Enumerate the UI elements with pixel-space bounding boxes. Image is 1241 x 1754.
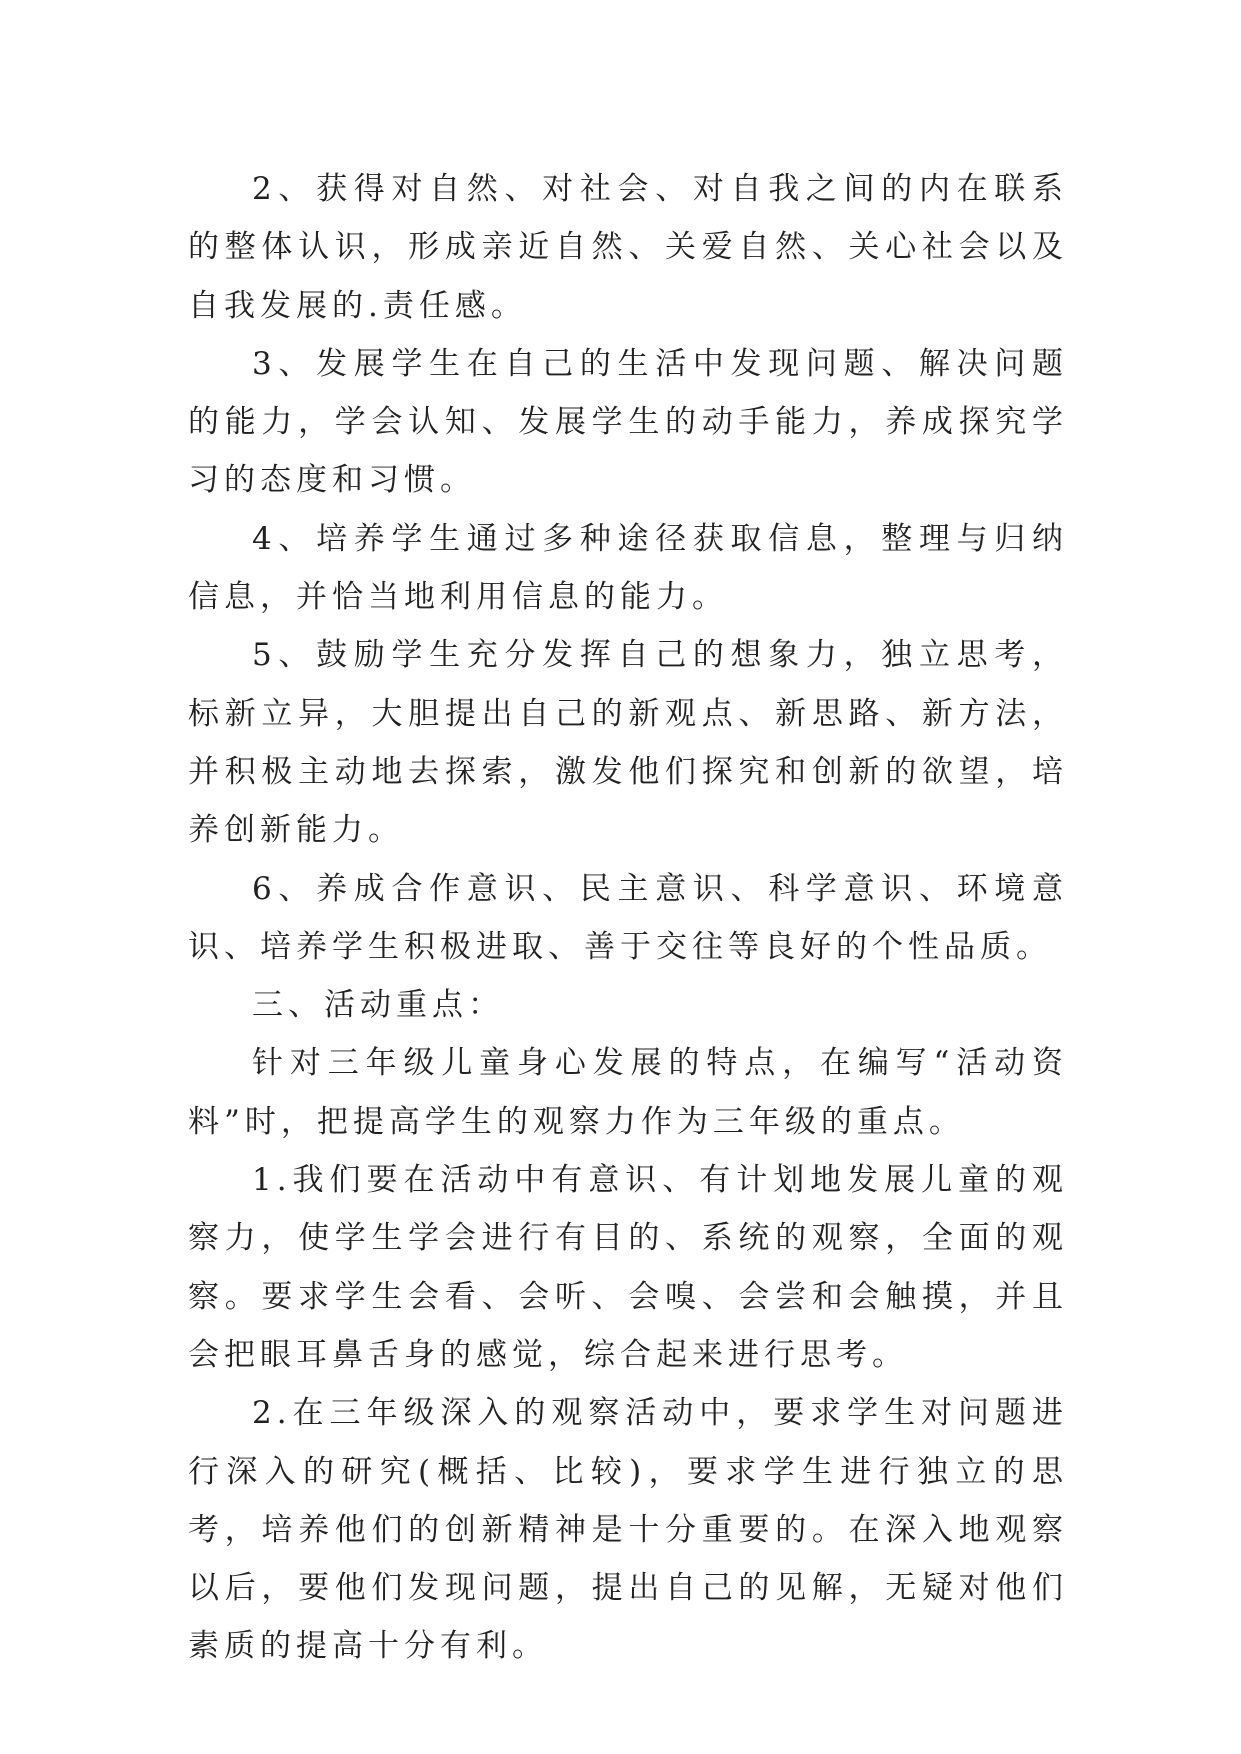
paragraph-goal-4: 4、培养学生通过多种途径获取信息，整理与归纳信息，并恰当地利用信息的能力。 [188, 520, 1068, 616]
paragraph-focus-2: 2.在三年级深入的观察活动中，要求学生对问题进行深入的研究(概括、比较)，要求学生进行独立的思考，培养他们的创新精神是十分重要的。在深入地观察以后，要他们发现问题，提出自己的见解，无疑对他们素质的提高十分有利。 [188, 1395, 1068, 1665]
document-body [188, 160, 1068, 1676]
paragraph-goal-2: 2、获得对自然、对社会、对自我之间的内在联系的整体认识，形成亲近自然、关爱自然、关心社会以及自我发展的.责任感。 [188, 171, 1068, 324]
section-heading-activity-focus: 三、活动重点： [252, 987, 504, 1024]
paragraph-goal-5: 5、鼓励学生充分发挥自己的想象力，独立思考，标新立异，大胆提出自己的新观点、新思路、新方法，并积极主动地去探索，激发他们探究和创新的欲望，培养创新能力。 [188, 637, 1068, 849]
paragraph-goal-6: 6、养成合作意识、民主意识、科学意识、环境意识、培养学生积极进取、善于交往等良好的个性品质。 [188, 870, 1068, 965]
paragraph-focus-1: 1.我们要在活动中有意识、有计划地发展儿童的观察力，使学生学会进行有目的、系统的观察，全面的观察。要求学生会看、会听、会嗅、会尝和会触摸，并且会把眼耳鼻舌身的感觉，综合起来进行思考。 [188, 1162, 1068, 1373]
paragraph-goal-3: 3、发展学生在自己的生活中发现问题、解决问题的能力，学会认知、发展学生的动手能力，养成探究学习的态度和习惯。 [188, 345, 1068, 499]
paragraph-focus-intro: 针对三年级儿童身心发展的特点，在编写“活动资料”时，把提高学生的观察力作为三年级的重点。 [188, 1045, 1068, 1140]
